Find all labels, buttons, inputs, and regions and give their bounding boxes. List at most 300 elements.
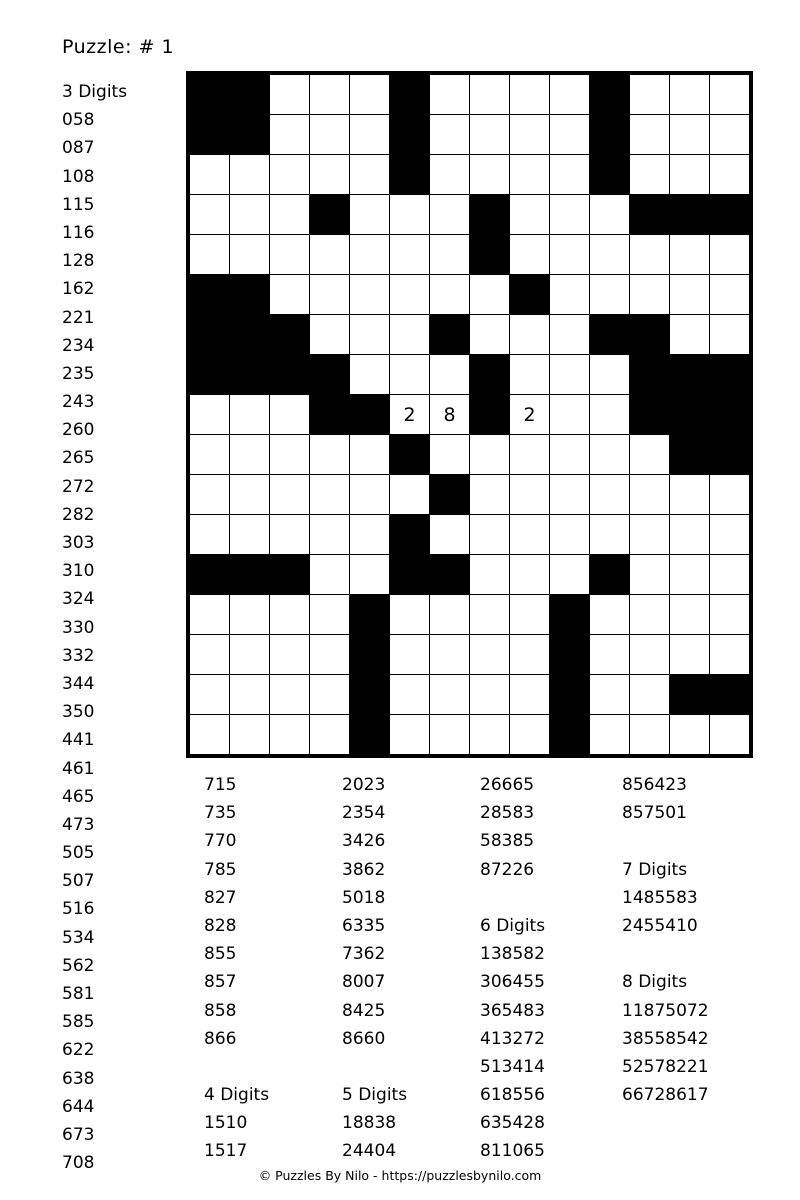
grid-cell[interactable] (630, 715, 670, 755)
grid-cell[interactable] (350, 315, 390, 355)
grid-cell[interactable] (590, 195, 630, 235)
grid-cell[interactable] (710, 235, 750, 275)
grid-cell[interactable] (710, 315, 750, 355)
word-list-header: 8 Digits (622, 972, 688, 993)
grid-cell[interactable] (630, 475, 670, 515)
word-list-item[interactable]: 26665 (480, 775, 535, 795)
word-list-item[interactable]: 234 (62, 335, 95, 356)
grid-cell[interactable] (270, 475, 310, 515)
grid-cell[interactable] (630, 155, 670, 195)
word-list-item[interactable]: 265 (62, 448, 95, 469)
word-list-item[interactable]: 8425 (342, 1000, 386, 1021)
grid-cell[interactable] (470, 435, 510, 475)
grid-cell[interactable] (350, 75, 390, 115)
grid-cell[interactable] (590, 355, 630, 395)
word-list-item[interactable]: 441 (62, 730, 95, 751)
grid-cell[interactable] (430, 595, 470, 635)
grid-cell[interactable] (470, 315, 510, 355)
grid-cell[interactable] (230, 635, 270, 675)
grid-cell[interactable] (710, 115, 750, 155)
grid-cell[interactable] (310, 115, 350, 155)
grid-cell[interactable] (430, 675, 470, 715)
grid-cell[interactable] (430, 635, 470, 675)
word-list-item[interactable]: 581 (62, 984, 95, 1004)
grid-cell[interactable] (510, 115, 550, 155)
grid-cell-block (430, 315, 470, 355)
word-list-item[interactable]: 38558542 (622, 1028, 709, 1049)
word-list-item[interactable]: 306455 (480, 972, 545, 993)
grid-cell[interactable] (550, 75, 590, 115)
grid-cell[interactable] (350, 475, 390, 515)
grid-cell[interactable] (310, 235, 350, 275)
grid-cell[interactable] (710, 475, 750, 515)
word-list-item[interactable]: 828 (204, 915, 237, 936)
grid-cell[interactable] (270, 595, 310, 635)
grid-cell[interactable] (270, 155, 310, 195)
grid-cell[interactable] (230, 595, 270, 635)
grid-row (190, 635, 750, 675)
grid-cell[interactable] (390, 195, 430, 235)
word-list-item[interactable]: 1517 (204, 1141, 248, 1162)
grid-cell[interactable] (670, 115, 710, 155)
grid-cell[interactable] (510, 435, 550, 475)
grid-cell[interactable] (310, 75, 350, 115)
grid-cell[interactable] (550, 115, 590, 155)
grid-cell[interactable] (230, 515, 270, 555)
grid-cell[interactable] (550, 395, 590, 435)
grid-cell[interactable] (630, 555, 670, 595)
word-list-item[interactable]: 513414 (480, 1056, 545, 1077)
grid-cell-block (230, 315, 270, 355)
word-list-item[interactable]: 365483 (480, 1000, 545, 1021)
grid-cell[interactable] (630, 635, 670, 675)
grid-cell[interactable] (470, 515, 510, 555)
grid-cell[interactable] (510, 315, 550, 355)
grid-cell[interactable] (270, 635, 310, 675)
grid-cell-block (590, 75, 630, 115)
word-list-item[interactable]: 3426 (342, 831, 386, 852)
grid-cell[interactable] (510, 475, 550, 515)
word-list-item[interactable]: 5018 (342, 887, 386, 908)
grid-cell[interactable] (590, 475, 630, 515)
grid-cell[interactable] (230, 435, 270, 475)
grid-cell[interactable] (230, 715, 270, 755)
word-list-item[interactable]: 857501 (622, 803, 687, 824)
word-list-item[interactable]: 28583 (480, 803, 535, 824)
grid-cell[interactable] (430, 155, 470, 195)
grid-cell[interactable] (550, 355, 590, 395)
grid-row (190, 195, 750, 235)
grid-cell[interactable] (630, 515, 670, 555)
grid-cell[interactable] (350, 355, 390, 395)
word-list-item[interactable]: 2354 (342, 803, 386, 824)
grid-cell[interactable] (510, 195, 550, 235)
grid-cell[interactable] (270, 395, 310, 435)
grid-row (190, 475, 750, 515)
grid-cell[interactable] (390, 235, 430, 275)
grid-cell[interactable] (630, 675, 670, 715)
grid-cell[interactable] (430, 275, 470, 315)
grid-cell[interactable] (710, 515, 750, 555)
grid-cell-block (630, 395, 670, 435)
grid-cell[interactable] (670, 635, 710, 675)
grid-cell[interactable] (310, 435, 350, 475)
word-list-item[interactable]: 162 (62, 279, 95, 300)
word-list-item[interactable]: 516 (62, 899, 95, 920)
word-list-item[interactable]: 855 (204, 944, 237, 965)
grid-cell[interactable] (630, 75, 670, 115)
grid-cell[interactable] (390, 595, 430, 635)
grid-cell[interactable] (510, 675, 550, 715)
grid-cell[interactable] (590, 635, 630, 675)
word-list-item[interactable]: 857 (204, 972, 237, 993)
grid-cell[interactable] (550, 555, 590, 595)
grid-cell[interactable] (510, 155, 550, 195)
word-list-item[interactable]: 7362 (342, 944, 386, 965)
grid-cell[interactable] (510, 595, 550, 635)
word-list-item[interactable]: 856423 (622, 775, 687, 795)
grid-cell[interactable] (510, 715, 550, 755)
grid-cell[interactable] (230, 475, 270, 515)
grid-cell[interactable] (510, 235, 550, 275)
grid-cell[interactable] (550, 435, 590, 475)
word-list-item[interactable]: 465 (62, 786, 95, 807)
word-list-item[interactable]: 310 (62, 561, 95, 582)
grid-cell[interactable] (310, 555, 350, 595)
grid-cell-block (310, 195, 350, 235)
grid-cell[interactable] (390, 315, 430, 355)
grid-cell[interactable] (710, 595, 750, 635)
grid-cell[interactable] (470, 155, 510, 195)
word-list-item[interactable]: 350 (62, 702, 95, 723)
grid-cell-block (470, 195, 510, 235)
word-list-item[interactable]: 2455410 (622, 915, 698, 936)
grid-cell[interactable] (230, 155, 270, 195)
grid-cell[interactable] (310, 275, 350, 315)
grid-cell[interactable] (310, 675, 350, 715)
word-list-item[interactable]: 8660 (342, 1028, 386, 1049)
word-list-item[interactable]: 058 (62, 110, 95, 131)
word-list-item[interactable]: 138582 (480, 944, 545, 965)
grid-cell[interactable] (630, 595, 670, 635)
grid-cell[interactable] (310, 595, 350, 635)
word-list-item[interactable]: 18838 (342, 1113, 397, 1134)
grid-cell-block (550, 715, 590, 755)
grid-cell[interactable] (390, 635, 430, 675)
grid-cell-block (550, 675, 590, 715)
grid-cell[interactable] (230, 675, 270, 715)
word-list-item[interactable]: 413272 (480, 1028, 545, 1049)
word-list-item[interactable]: 715 (204, 775, 237, 795)
grid-cell[interactable] (590, 675, 630, 715)
grid-cell[interactable] (510, 635, 550, 675)
grid-cell[interactable] (670, 475, 710, 515)
grid-cell-block (390, 155, 430, 195)
grid-cell[interactable] (310, 155, 350, 195)
grid-cell-block (350, 395, 390, 435)
word-list-item[interactable]: 811065 (480, 1141, 545, 1162)
grid-cell[interactable] (190, 675, 230, 715)
grid-row (190, 75, 750, 115)
grid-cell[interactable] (670, 155, 710, 195)
grid-cell[interactable] (590, 515, 630, 555)
word-list-item[interactable]: 708 (62, 1153, 95, 1174)
grid-cell[interactable] (550, 195, 590, 235)
grid-cell[interactable] (630, 235, 670, 275)
word-list-item[interactable]: 473 (62, 814, 95, 835)
word-list-item[interactable]: 770 (204, 831, 237, 852)
grid-cell[interactable] (630, 275, 670, 315)
word-list-item[interactable]: 324 (62, 589, 95, 610)
grid-cell[interactable] (350, 555, 390, 595)
word-list-item[interactable]: 461 (62, 758, 95, 779)
grid-cell[interactable] (350, 115, 390, 155)
grid-cell[interactable] (510, 555, 550, 595)
grid-cell[interactable] (190, 235, 230, 275)
word-list-item[interactable]: 562 (62, 955, 95, 976)
word-list-item[interactable]: 673 (62, 1124, 95, 1145)
word-list-item[interactable]: 6335 (342, 915, 386, 936)
grid-cell[interactable] (470, 115, 510, 155)
word-list-item[interactable]: 3862 (342, 859, 386, 880)
grid-cell[interactable] (270, 435, 310, 475)
grid-cell[interactable] (550, 475, 590, 515)
grid-cell[interactable] (310, 715, 350, 755)
grid-cell[interactable] (190, 595, 230, 635)
grid-cell-block (550, 595, 590, 635)
grid-cell[interactable] (190, 715, 230, 755)
grid-cell[interactable] (270, 715, 310, 755)
word-list-item[interactable]: 52578221 (622, 1056, 709, 1077)
grid-cell[interactable] (350, 235, 390, 275)
grid-cell[interactable] (350, 195, 390, 235)
grid-cell[interactable] (270, 235, 310, 275)
grid-cell[interactable] (310, 475, 350, 515)
grid-cell[interactable] (430, 75, 470, 115)
grid-cell-block (350, 675, 390, 715)
grid-cell[interactable] (230, 235, 270, 275)
grid-cell[interactable] (430, 195, 470, 235)
grid-cell[interactable] (670, 715, 710, 755)
grid-cell[interactable] (470, 595, 510, 635)
word-list-item[interactable]: 332 (62, 645, 95, 666)
grid-cell[interactable] (190, 435, 230, 475)
grid-cell[interactable] (190, 635, 230, 675)
grid-cell[interactable] (430, 115, 470, 155)
grid-cell[interactable] (190, 475, 230, 515)
grid-row (190, 595, 750, 635)
grid-cell[interactable] (510, 515, 550, 555)
word-list-item[interactable]: 827 (204, 887, 237, 908)
word-list-item[interactable]: 087 (62, 138, 95, 159)
word-list-item[interactable]: 66728617 (622, 1085, 709, 1106)
grid-cell[interactable] (510, 355, 550, 395)
grid-cell[interactable] (470, 475, 510, 515)
grid-cell[interactable] (590, 395, 630, 435)
grid-row (190, 155, 750, 195)
grid-cell[interactable] (710, 635, 750, 675)
word-list-item[interactable]: 272 (62, 476, 95, 497)
grid-cell[interactable] (310, 515, 350, 555)
grid-cell[interactable] (190, 515, 230, 555)
grid-cell[interactable] (230, 195, 270, 235)
grid-cell[interactable] (270, 675, 310, 715)
word-list-item[interactable]: 1485583 (622, 887, 698, 908)
grid-cell[interactable] (670, 515, 710, 555)
grid-cell[interactable] (590, 235, 630, 275)
grid-cell[interactable] (390, 355, 430, 395)
grid-cell[interactable] (470, 675, 510, 715)
grid-row (190, 315, 750, 355)
grid-cell[interactable] (190, 395, 230, 435)
grid-cell[interactable] (710, 275, 750, 315)
word-list-item[interactable]: 87226 (480, 859, 535, 880)
grid-cell[interactable] (590, 595, 630, 635)
word-list-item[interactable]: 260 (62, 420, 95, 441)
grid-cell[interactable] (350, 435, 390, 475)
word-list-item[interactable]: 108 (62, 166, 95, 187)
grid-cell[interactable] (550, 315, 590, 355)
grid-cell[interactable] (670, 275, 710, 315)
word-list-item[interactable]: 858 (204, 1000, 237, 1021)
word-list-item[interactable]: 116 (62, 222, 95, 243)
word-list-header: 4 Digits (204, 1085, 270, 1106)
grid-cell[interactable] (350, 275, 390, 315)
word-list-item[interactable]: 344 (62, 673, 95, 694)
grid-cell[interactable] (350, 515, 390, 555)
grid-cell[interactable] (630, 115, 670, 155)
word-list-item[interactable]: 8007 (342, 972, 386, 993)
grid-cell[interactable] (590, 435, 630, 475)
grid-cell[interactable] (430, 515, 470, 555)
grid-cell[interactable] (310, 635, 350, 675)
grid-cell[interactable] (470, 715, 510, 755)
grid-cell[interactable] (430, 435, 470, 475)
grid-cell[interactable] (430, 235, 470, 275)
grid-cell[interactable] (470, 635, 510, 675)
grid-cell[interactable] (190, 195, 230, 235)
grid-cell[interactable] (470, 555, 510, 595)
grid-cell[interactable] (550, 515, 590, 555)
grid-row (190, 515, 750, 555)
grid-cell[interactable] (590, 275, 630, 315)
grid-cell[interactable] (470, 275, 510, 315)
word-list-item[interactable]: 644 (62, 1096, 95, 1117)
word-list-item[interactable]: 282 (62, 504, 95, 525)
word-list-item[interactable]: 128 (62, 251, 95, 272)
grid-cell-block (270, 355, 310, 395)
word-list-header: 3 Digits (62, 82, 128, 102)
grid-cell-filled[interactable]: 8 (430, 395, 470, 435)
word-list-item[interactable]: 2023 (342, 775, 386, 795)
word-list-header: 5 Digits (342, 1085, 408, 1106)
grid-cell[interactable] (270, 195, 310, 235)
grid-cell[interactable] (390, 275, 430, 315)
grid-cell[interactable] (270, 115, 310, 155)
word-list-header: 6 Digits (480, 915, 546, 936)
grid-cell[interactable] (270, 515, 310, 555)
grid-cell-block (470, 395, 510, 435)
grid-cell-block (230, 555, 270, 595)
grid-cell[interactable] (670, 75, 710, 115)
grid-cell-filled[interactable]: 2 (390, 395, 430, 435)
word-list-item[interactable]: 115 (62, 194, 95, 215)
word-list-item[interactable]: 221 (62, 307, 95, 328)
word-list-item[interactable]: 1510 (204, 1113, 248, 1134)
word-list-item[interactable]: 618556 (480, 1085, 545, 1106)
word-list-item[interactable]: 243 (62, 392, 95, 413)
word-list-header: 7 Digits (622, 859, 688, 880)
grid-cell-block (350, 715, 390, 755)
grid-cell[interactable] (270, 275, 310, 315)
grid-cell-block (190, 115, 230, 155)
grid-cell-block (710, 355, 750, 395)
grid-cell[interactable] (470, 75, 510, 115)
grid-cell[interactable] (710, 715, 750, 755)
grid-cell[interactable] (670, 595, 710, 635)
grid-cell[interactable] (710, 155, 750, 195)
word-list-item[interactable]: 330 (62, 617, 95, 638)
word-list-item[interactable]: 622 (62, 1040, 95, 1061)
word-list-column-3 (342, 771, 407, 1166)
grid-cell[interactable] (390, 475, 430, 515)
grid-cell[interactable] (310, 315, 350, 355)
crossnumber-grid[interactable] (186, 71, 753, 758)
word-list-item[interactable]: 505 (62, 843, 95, 864)
grid-cell[interactable] (590, 715, 630, 755)
word-list-item[interactable]: 866 (204, 1028, 237, 1049)
grid-cell[interactable] (190, 155, 230, 195)
grid-cell[interactable] (550, 155, 590, 195)
grid-cell[interactable] (350, 155, 390, 195)
grid-cell[interactable] (670, 235, 710, 275)
grid-cell-block (430, 475, 470, 515)
grid-cell[interactable] (670, 555, 710, 595)
word-list-item[interactable]: 58385 (480, 831, 535, 852)
word-list-item[interactable]: 11875072 (622, 1000, 709, 1021)
grid-cell[interactable] (270, 75, 310, 115)
word-list-item[interactable]: 735 (204, 803, 237, 824)
word-list-item[interactable]: 24404 (342, 1141, 397, 1162)
grid-cell-filled[interactable]: 2 (510, 395, 550, 435)
word-list-item[interactable]: 585 (62, 1012, 95, 1033)
word-list-item[interactable]: 303 (62, 533, 95, 553)
grid-cell[interactable] (550, 275, 590, 315)
grid-cell[interactable] (430, 355, 470, 395)
grid-cell[interactable] (430, 715, 470, 755)
grid-cell[interactable] (710, 555, 750, 595)
grid-cell[interactable] (710, 75, 750, 115)
grid-cell-block (230, 355, 270, 395)
word-list-item[interactable]: 785 (204, 859, 237, 880)
grid-cell[interactable] (670, 315, 710, 355)
word-list-item[interactable]: 507 (62, 871, 95, 892)
grid-cell[interactable] (390, 715, 430, 755)
grid-cell[interactable] (550, 235, 590, 275)
word-list-item[interactable]: 534 (62, 927, 95, 948)
word-list-item[interactable]: 235 (62, 363, 95, 384)
copyright-footer: © Puzzles By Nilo - https://puzzlesbynilo.com (258, 1168, 542, 1183)
word-list-item[interactable]: 638 (62, 1068, 95, 1089)
grid-cell[interactable] (230, 395, 270, 435)
grid-table[interactable] (189, 74, 750, 755)
grid-cell[interactable] (390, 675, 430, 715)
grid-cell-block (670, 435, 710, 475)
word-list-item[interactable]: 635428 (480, 1113, 545, 1134)
grid-cell[interactable] (630, 435, 670, 475)
grid-cell-block (190, 355, 230, 395)
grid-cell[interactable] (510, 75, 550, 115)
